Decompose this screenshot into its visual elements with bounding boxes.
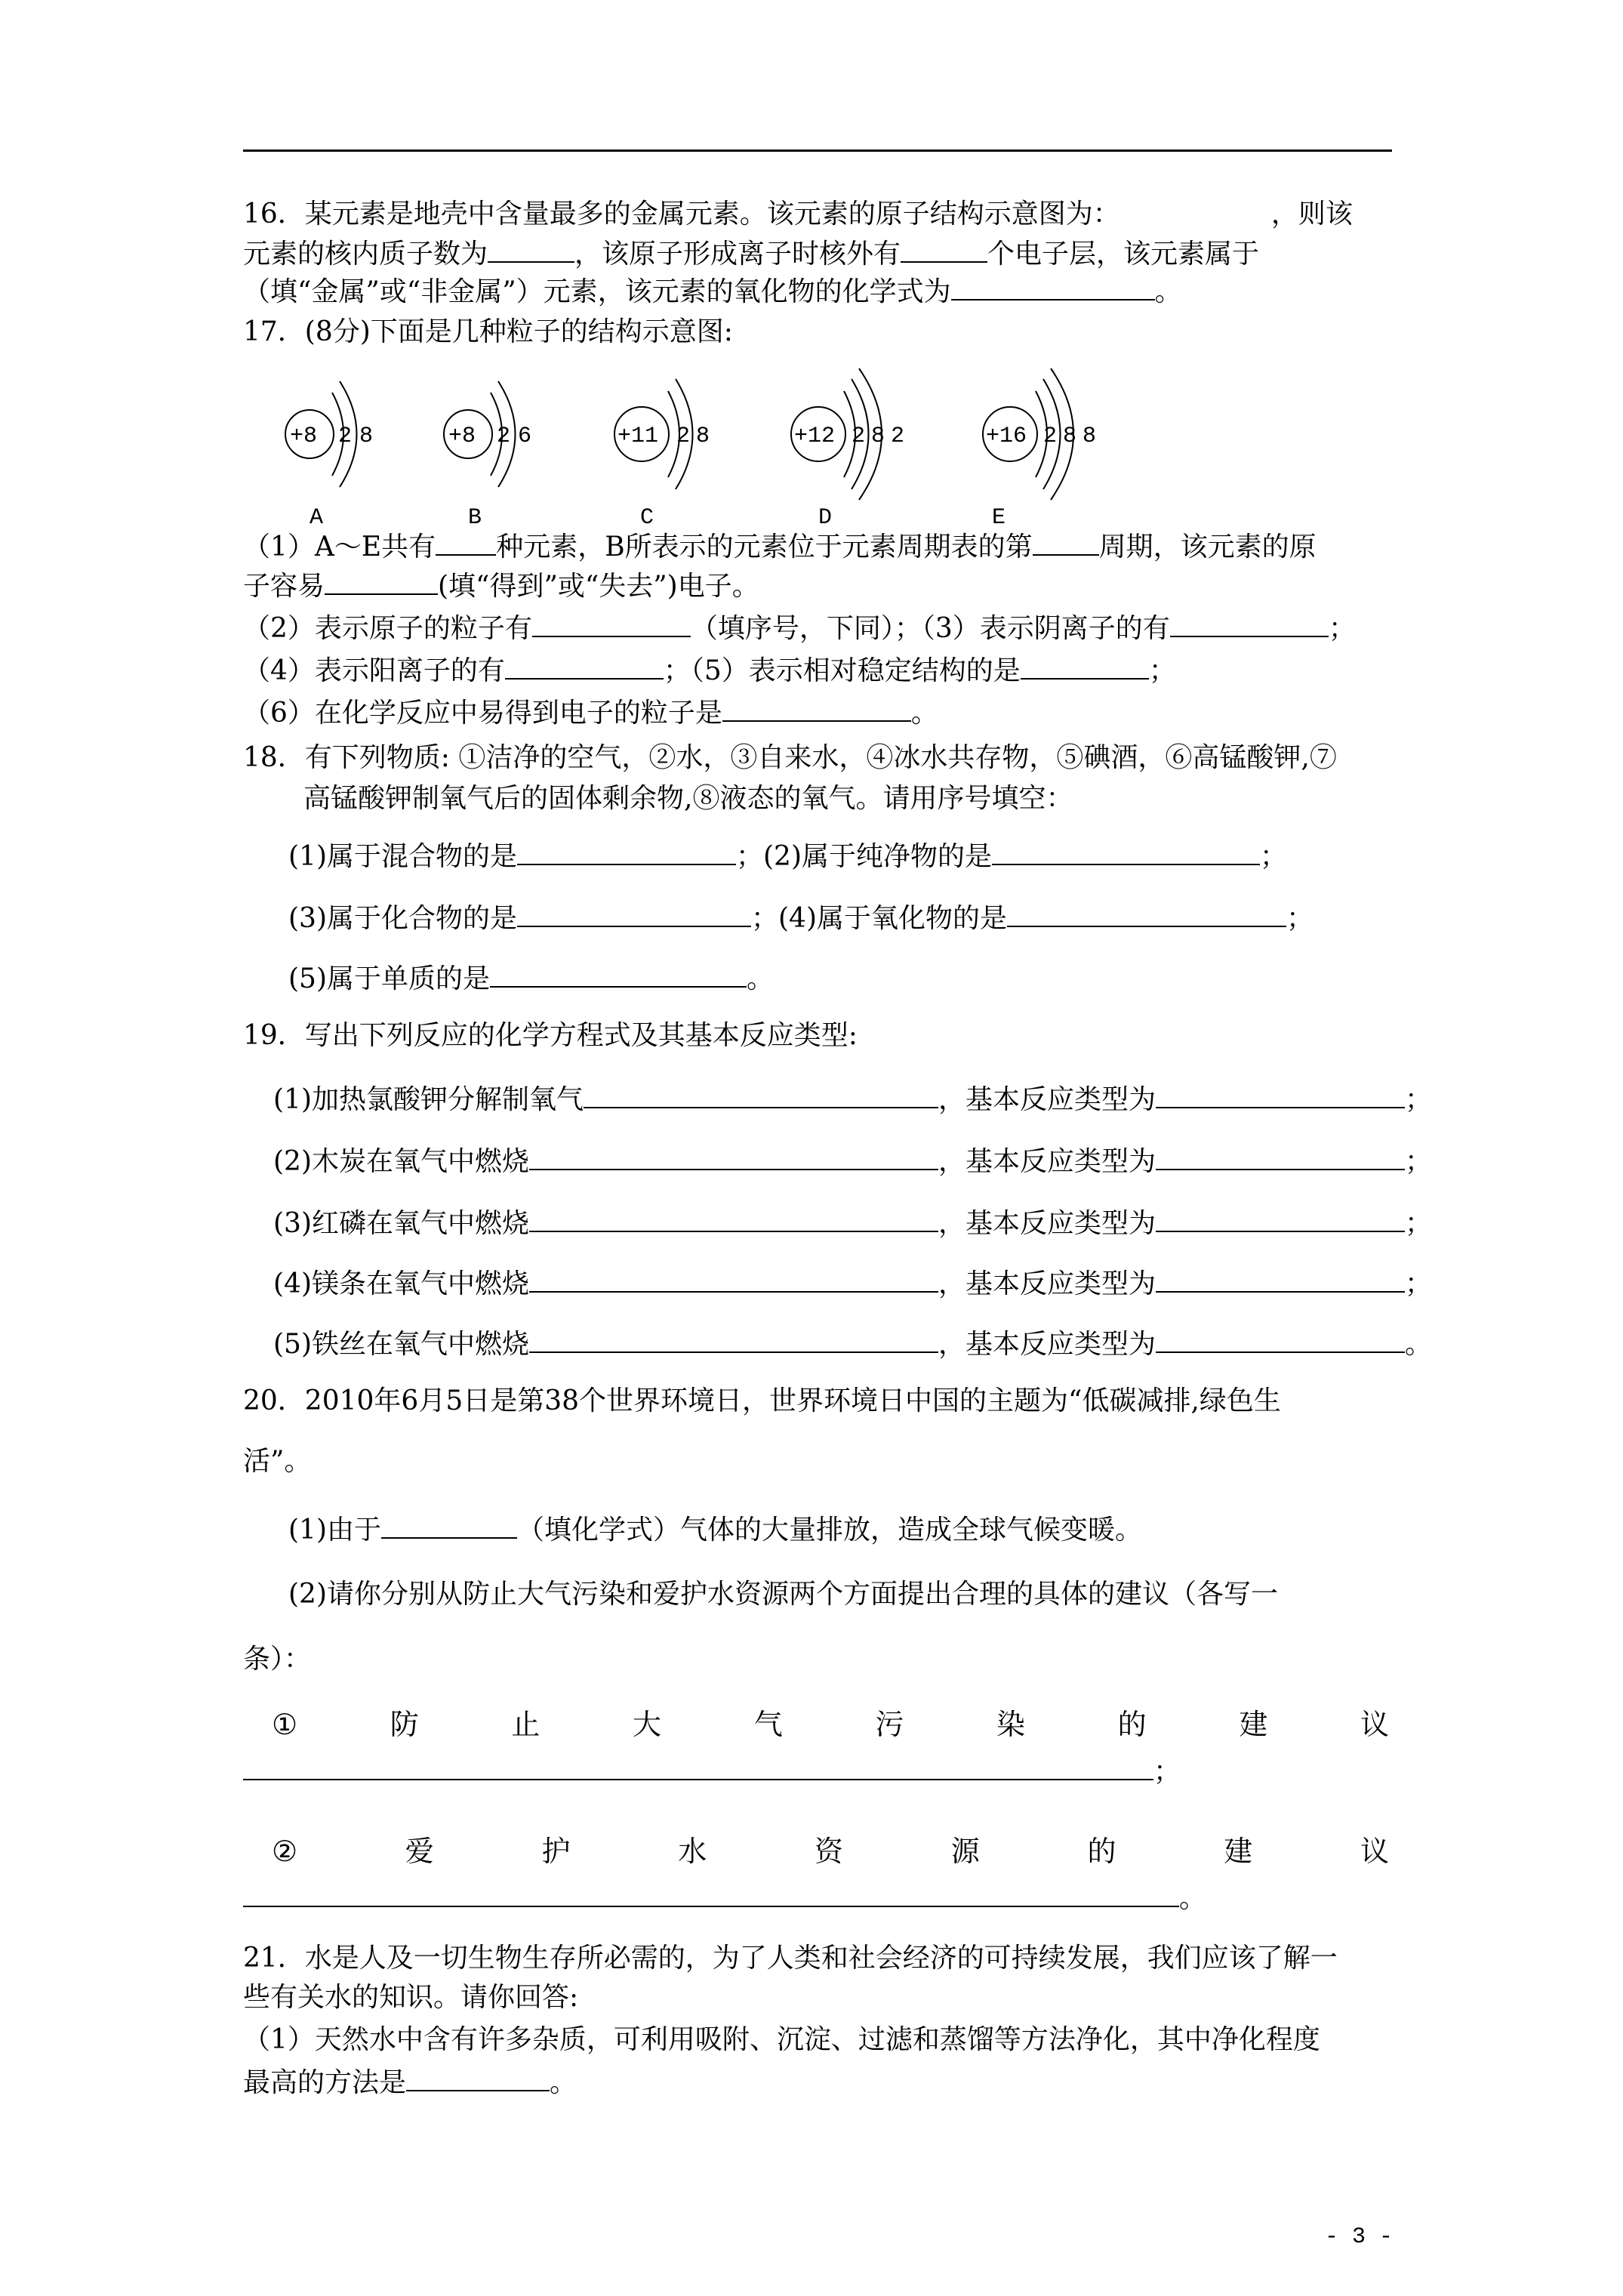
- atom-e-nucleus: +16: [986, 424, 1027, 449]
- atom-d-shell-2: 8: [871, 424, 885, 449]
- q17-blank-elements[interactable]: [436, 529, 496, 556]
- q18-blank-compound[interactable]: [517, 900, 751, 927]
- q17-blank-cations[interactable]: [505, 652, 664, 680]
- q20-blank-formula[interactable]: [381, 1512, 517, 1539]
- atom-d-diagram: [791, 368, 904, 531]
- q18-blank-mixture[interactable]: [517, 838, 736, 865]
- atom-c-shell-2: 8: [696, 424, 710, 449]
- q17-part1-line1: （1）A～E共有 种元素，B所表示的元素位于元素周期表的第 周期，该元素的原: [243, 529, 1317, 564]
- atom-d-nucleus: +12: [794, 424, 836, 449]
- atom-e-shell-3: 8: [1083, 424, 1097, 449]
- atom-c-diagram: [614, 379, 710, 531]
- atom-d-label: D: [818, 505, 833, 531]
- q19-blank-equation-1[interactable]: [584, 1081, 938, 1108]
- atom-b-nucleus: +8: [448, 424, 476, 449]
- q19-blank-equation-4[interactable]: [529, 1265, 938, 1293]
- q17-blank-gain-lose[interactable]: [325, 568, 438, 595]
- q19-blank-type-5[interactable]: [1156, 1326, 1405, 1353]
- q20-sub2: (2)请你分别从防止大气污染和爱护水资源两个方面提出合理的具体的建议（各写一: [288, 1579, 1278, 1610]
- atom-structure-diagrams: [279, 362, 1132, 536]
- q20-line1: 20．2010年6月5日是第38个世界环境日，世界环境日中国的主题为“低碳减排,绿色生: [243, 1385, 1281, 1416]
- q21-line3: （1）天然水中含有许多杂质，可利用吸附、沉淀、过滤和蒸馏等方法净化，其中净化程度: [243, 2024, 1320, 2055]
- atom-b-diagram: [444, 381, 531, 531]
- q18-blank-pure[interactable]: [992, 838, 1260, 865]
- q19-item-3: (3)红磷在氧气中燃烧 ，基本反应类型为 ；: [273, 1205, 1432, 1240]
- atom-e-label: E: [992, 505, 1006, 531]
- q17-part1-line2: 子容易 (填“得到”或“失去”)电子。: [243, 568, 759, 603]
- atom-c-shell-1: 2: [676, 424, 691, 449]
- q20-suggestion-1-line: ；: [243, 1753, 1181, 1789]
- atom-b-shell-2: 6: [518, 424, 532, 449]
- q19-title: 19．写出下列反应的化学方程式及其基本反应类型:: [243, 1020, 858, 1051]
- q19-blank-equation-5[interactable]: [529, 1326, 938, 1353]
- q17-blank-period[interactable]: [1033, 529, 1099, 556]
- q17-title: 17．(8分)下面是几种粒子的结构示意图:: [243, 316, 733, 347]
- q18-sub3: (3)属于化合物的是 ；(4)属于氧化物的是 ；: [288, 900, 1313, 935]
- q19-item-5: (5)铁丝在氧气中燃烧 ，基本反应类型为 。: [273, 1326, 1432, 1361]
- atom-e-shell-1: 2: [1043, 424, 1058, 449]
- q20-sub2-cont: 条）：: [243, 1644, 312, 1675]
- q19-blank-type-2[interactable]: [1156, 1143, 1405, 1170]
- q19-blank-type-4[interactable]: [1156, 1265, 1405, 1293]
- q18-blank-element[interactable]: [490, 960, 747, 988]
- q17-blank-gain-electrons[interactable]: [722, 695, 911, 722]
- header-rule: [243, 149, 1392, 152]
- q20-line2: 活”。: [243, 1446, 312, 1477]
- q21-line4: 最高的方法是 。: [243, 2064, 577, 2100]
- q16-line2: 元素的核内质子数为 ，该原子形成离子时核外有 个电子层，该元素属于: [243, 236, 1259, 271]
- q16-line1: 16．某元素是地壳中含量最多的金属元素。该元素的原子结构示意图为： ，则该: [243, 199, 1353, 230]
- atom-e-diagram: [983, 368, 1096, 531]
- q19-blank-equation-2[interactable]: [529, 1143, 938, 1170]
- q19-blank-type-3[interactable]: [1156, 1205, 1405, 1232]
- q19-item-4: (4)镁条在氧气中燃烧 ，基本反应类型为 ；: [273, 1265, 1432, 1301]
- q17-part6-line: （6）在化学反应中易得到电子的粒子是 。: [243, 695, 938, 730]
- q19-item-1: (1)加热氯酸钾分解制氧气 ，基本反应类型为 ；: [273, 1081, 1432, 1117]
- atom-a-nucleus: +8: [290, 424, 318, 449]
- atom-e-shell-2: 8: [1063, 424, 1077, 449]
- q17-part4-line: （4）表示阳离子的有 ；（5）表示相对稳定结构的是 ；: [243, 652, 1176, 688]
- q18-line1: 18．有下列物质: ①洁净的空气，②水，③自来水，④冰水共存物，⑤碘酒，⑥高锰酸钾,⑦: [243, 742, 1337, 773]
- atom-d-shell-3: 2: [891, 424, 905, 449]
- q16-blank-shells[interactable]: [901, 236, 987, 263]
- q19-blank-equation-3[interactable]: [529, 1205, 938, 1232]
- q20-suggestion-1-heading: ① 防 止 大 气 污 染 的 建 议: [272, 1708, 1389, 1741]
- q21-line2: 些有关水的知识。请你回答:: [243, 1982, 579, 2013]
- q16-blank-oxide[interactable]: [951, 273, 1155, 300]
- atom-a-label: A: [310, 505, 324, 531]
- q17-blank-anions[interactable]: [1170, 610, 1329, 637]
- atom-c-nucleus: +11: [617, 424, 659, 449]
- q20-blank-air-suggestion[interactable]: [243, 1753, 1153, 1780]
- q20-blank-water-suggestion[interactable]: [243, 1880, 1179, 1907]
- q16-line3: （填“金属”或“非金属”）元素，该元素的氧化物的化学式为 。: [243, 273, 1182, 309]
- q19-item-2: (2)木炭在氧气中燃烧 ，基本反应类型为 ；: [273, 1143, 1432, 1179]
- q20-sub1: (1)由于 （填化学式）气体的大量排放，造成全球气候变暖。: [288, 1512, 1142, 1547]
- q19-blank-type-1[interactable]: [1156, 1081, 1405, 1108]
- q21-blank-method[interactable]: [406, 2064, 550, 2091]
- q17-blank-stable[interactable]: [1021, 652, 1149, 680]
- page-number: - 3 -: [1324, 2224, 1393, 2250]
- atom-a-diagram: [285, 381, 373, 531]
- q20-suggestion-2-heading: ② 爱 护 水 资 源 的 建 议: [272, 1835, 1389, 1868]
- q18-blank-oxide[interactable]: [1007, 900, 1286, 927]
- q18-sub1: (1)属于混合物的是 ；(2)属于纯净物的是 ；: [288, 838, 1287, 874]
- atom-a-shell-2: 8: [359, 424, 374, 449]
- q17-part2-line: （2）表示原子的粒子有 （填序号，下同）；（3）表示阴离子的有 ；: [243, 610, 1356, 646]
- atom-a-shell-1: 2: [338, 424, 353, 449]
- atom-b-shell-1: 2: [497, 424, 511, 449]
- q16-blank-protons[interactable]: [488, 236, 574, 263]
- q17-blank-atoms[interactable]: [532, 610, 691, 637]
- q21-line1: 21．水是人及一切生物生存所必需的，为了人类和社会经济的可持续发展，我们应该了解一: [243, 1943, 1338, 1974]
- q18-line2: 高锰酸钾制氧气后的固体剩余物,⑧液态的氧气。请用序号填空：: [303, 783, 1073, 814]
- atom-d-shell-1: 2: [852, 424, 866, 449]
- q20-suggestion-2-line: 。: [243, 1880, 1206, 1915]
- q18-sub5: (5)属于单质的是 。: [288, 960, 774, 996]
- atom-b-label: B: [468, 505, 482, 531]
- atom-c-label: C: [640, 505, 654, 531]
